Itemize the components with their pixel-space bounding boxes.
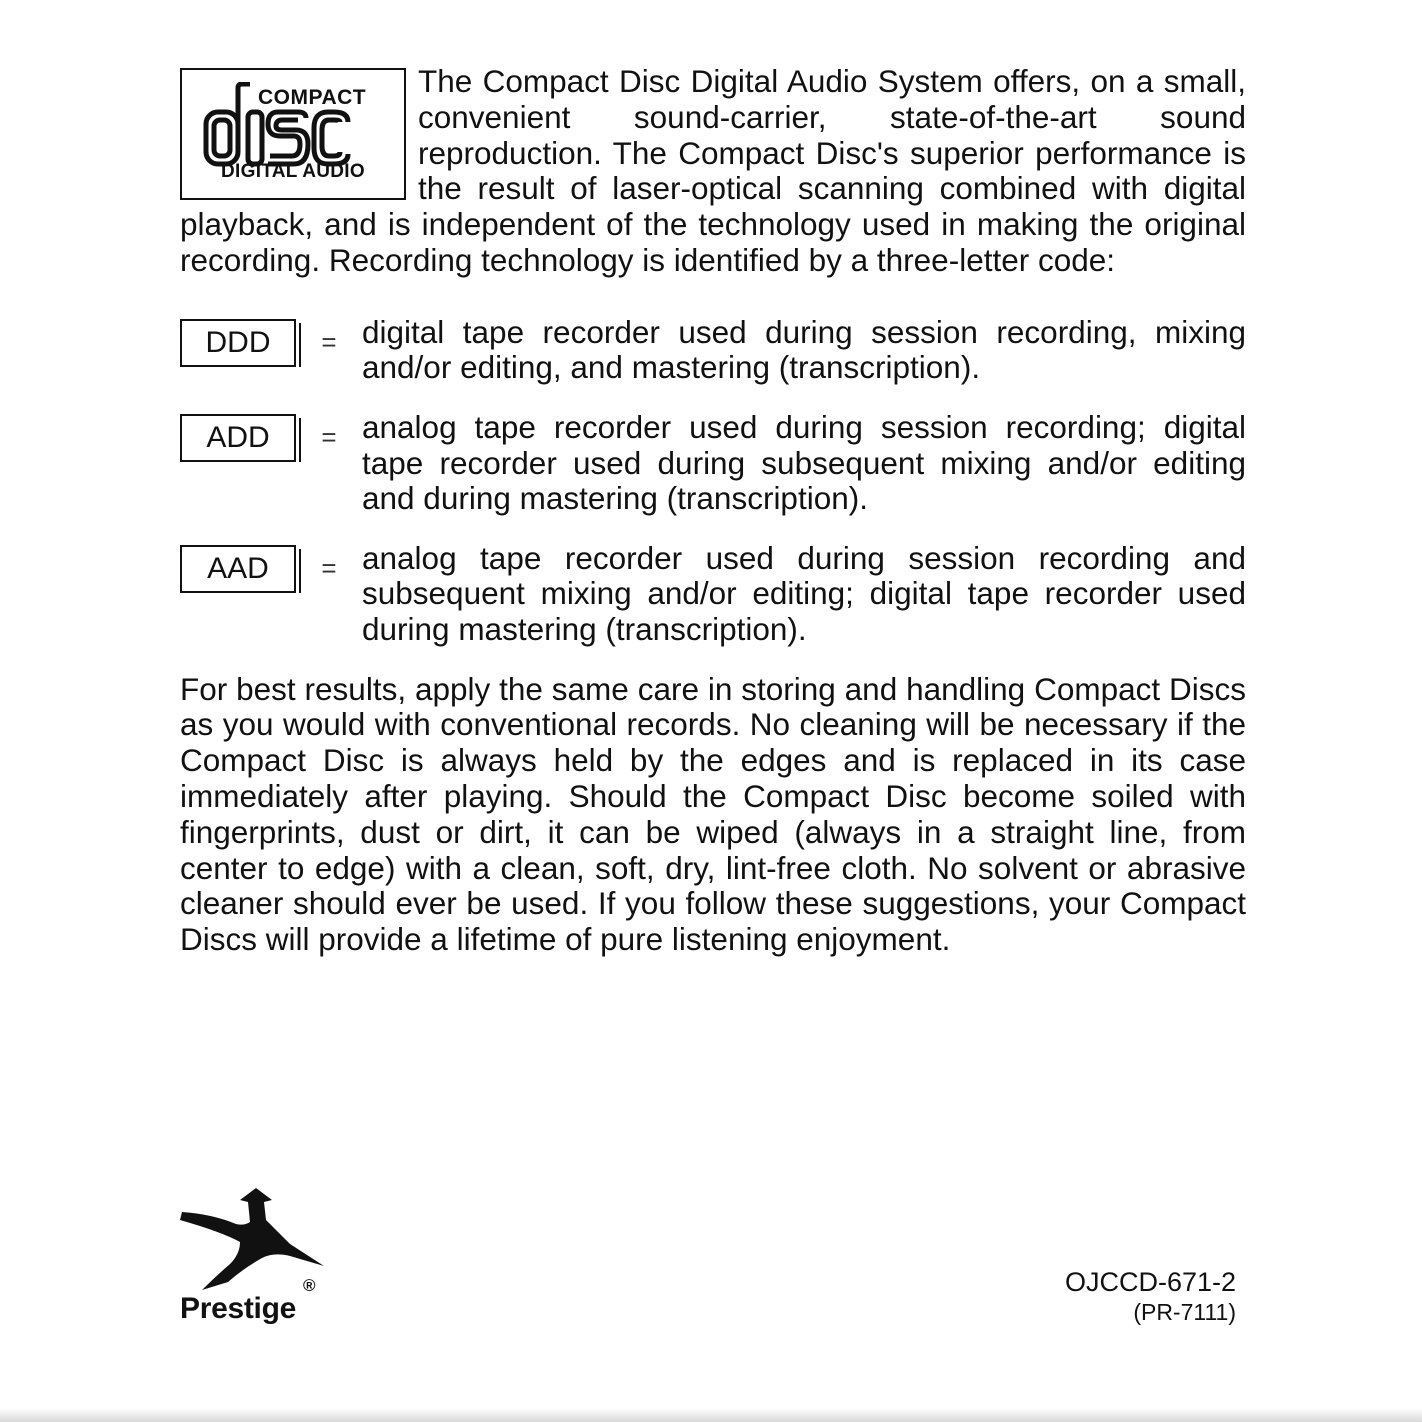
code-box: AAD bbox=[180, 545, 296, 593]
intro-paragraph bbox=[180, 64, 1246, 279]
code-description: analog tape recorder used during session recording and subsequent mixing and/or editing; digital tape recorder used during mastering (transcription). bbox=[362, 539, 1246, 647]
recording-code-list bbox=[180, 315, 1246, 648]
code-description: analog tape recorder used during session recording; digital tape recorder used during subsequent mixing and/or editing and during mastering (transcription). bbox=[362, 408, 1246, 517]
catalog-number: OJCCD-671-2 bbox=[1064, 1267, 1236, 1297]
code-box: ADD bbox=[180, 414, 296, 462]
code-row-aad bbox=[180, 541, 1246, 648]
equals-sign: = bbox=[321, 421, 337, 452]
catalog-numbers bbox=[1065, 1266, 1236, 1326]
code-row-ddd bbox=[180, 315, 1246, 386]
intro-text: The Compact Disc Digital Audio System offers, on a small, convenient sound-carrier, state-of-the-art sound reproduction. The Compact Disc's superior performance is the result of laser-optical scanning combined with digital playback, and is independent of the technology used in making the original recording. Recording technology is identified by a three-letter code: bbox=[180, 63, 1246, 278]
original-catalog-number: (PR-7111) bbox=[1133, 1299, 1236, 1325]
care-instructions-paragraph: For best results, apply the same care in storing and handling Compact Discs as you would with conventional records. No cleaning will be necessary if the Compact Disc is always held by the edges and is replaced in its case immediately after playing. Should the Compact Disc become soiled with fingerprints, dust or dirt, it can be wiped (always in a straight line, from center to edge) with a clean, soft, dry, lint-free cloth. No solvent or abrasive cleaner should ever be used. If you follow these suggestions, your Compact Discs will provide a lifetime of pure listening enjoyment. bbox=[180, 670, 1246, 958]
liner-content bbox=[180, 64, 1246, 989]
prestige-wordmark: Prestige bbox=[180, 1292, 296, 1325]
code-row-add bbox=[180, 410, 1246, 517]
equals-sign: = bbox=[321, 326, 337, 357]
logo-compact-text: COMPACT bbox=[258, 86, 367, 109]
prestige-logo bbox=[178, 1186, 328, 1331]
equals-sign: = bbox=[321, 552, 337, 583]
compact-disc-logo bbox=[180, 68, 406, 200]
code-box: DDD bbox=[180, 319, 296, 367]
registered-mark: ® bbox=[303, 1276, 316, 1295]
logo-digital-audio-text: DIGITAL AUDIO bbox=[221, 161, 365, 183]
page-bottom-edge bbox=[0, 1408, 1422, 1422]
code-description: digital tape recorder used during session recording, mixing and/or editing, and mastering (transcription). bbox=[362, 313, 1246, 386]
